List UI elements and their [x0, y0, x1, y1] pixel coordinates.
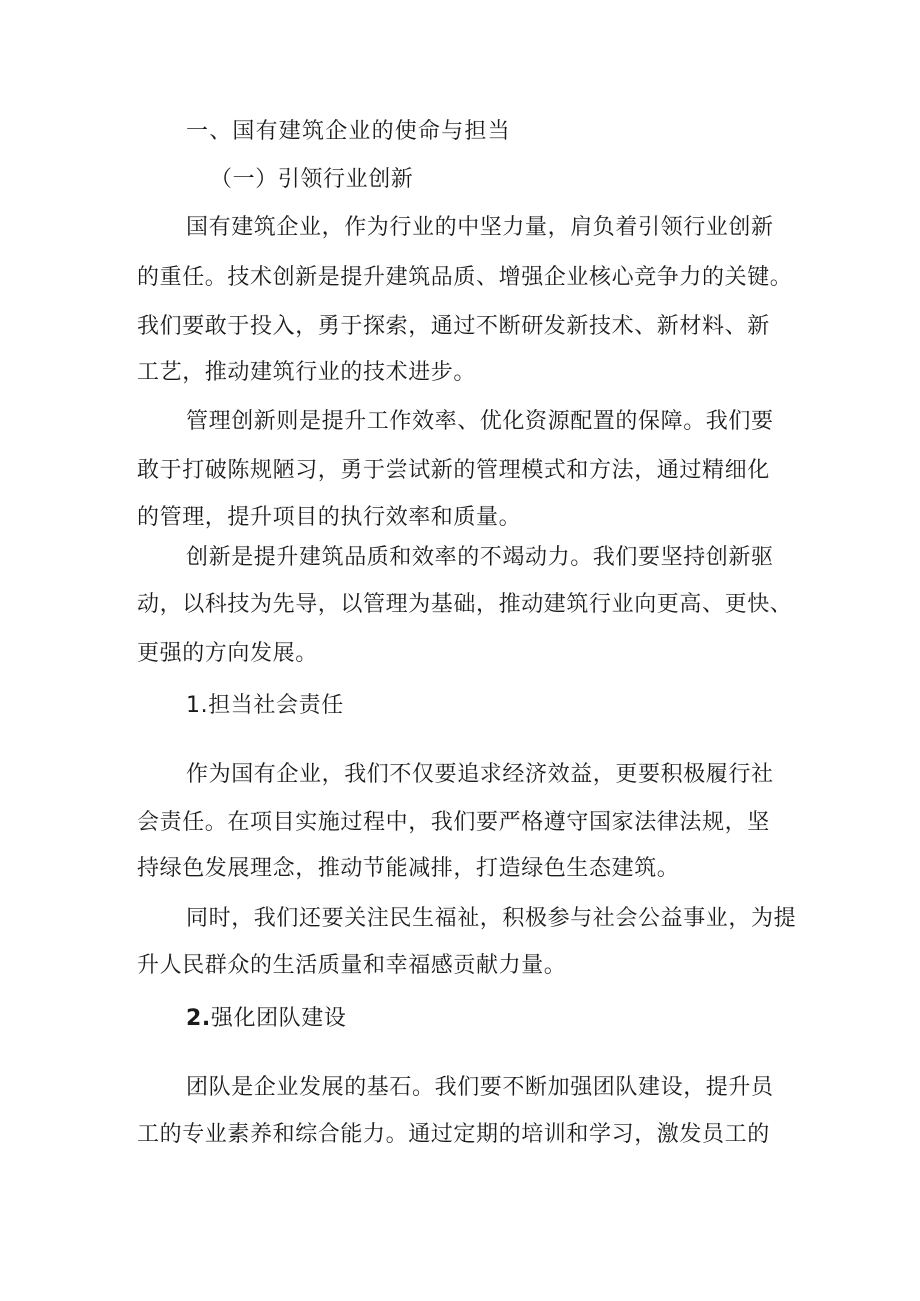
heading-innovation: （一）引领行业创新: [210, 167, 414, 192]
paragraph-line: 敢于打破陈规陋习，勇于尝试新的管理模式和方法，通过精细化: [137, 458, 770, 483]
paragraph-line: 持绿色发展理念，推动节能减排，打造绿色生态建筑。: [137, 856, 680, 881]
paragraph-line: 的管理，提升项目的执行效率和质量。: [137, 505, 522, 530]
paragraph-line: 工艺，推动建筑行业的技术进步。: [137, 360, 477, 385]
paragraph-line: 同时，我们还要关注民生福祉，积极参与社会公益事业，为提: [186, 906, 797, 931]
section-title-text: 强化团队建设: [210, 1006, 347, 1031]
paragraph-line: 会责任。在项目实施过程中，我们要严格遵守国家法律法规，坚: [137, 810, 770, 835]
section-number: 2.: [186, 1006, 211, 1031]
paragraph-line: 工的专业素养和综合能力。通过定期的培训和学习，激发员工的: [137, 1122, 770, 1147]
paragraph-line: 升人民群众的生活质量和幸福感贡献力量。: [137, 953, 567, 978]
paragraph-line: 作为国有企业，我们不仅要追求经济效益，更要积极履行社: [186, 762, 774, 787]
paragraph-line: 团队是企业发展的基石。我们要不断加强团队建设，提升员: [186, 1075, 774, 1100]
paragraph-line: 国有建筑企业，作为行业的中坚力量，肩负着引领行业创新: [186, 215, 774, 240]
paragraph-line: 更强的方向发展。: [137, 641, 318, 666]
section-title-team-building: [186, 1004, 346, 1034]
heading-mission: 一、国有建筑企业的使命与担当: [186, 119, 511, 144]
paragraph-line: 动，以科技为先导，以管理为基础，推动建筑行业向更高、更快、: [137, 592, 793, 617]
paragraph-line: 管理创新则是提升工作效率、优化资源配置的保障。我们要: [186, 409, 774, 434]
section-title-social-responsibility: 1.担当社会责任: [186, 693, 344, 718]
paragraph-line: 我们要敢于投入，勇于探索，通过不断研发新技术、新材料、新: [137, 314, 770, 339]
paragraph-line: 创新是提升建筑品质和效率的不竭动力。我们要坚持创新驱: [186, 545, 774, 570]
paragraph-line: 的重任。技术创新是提升建筑品质、增强企业核心竞争力的关键。: [137, 265, 793, 290]
